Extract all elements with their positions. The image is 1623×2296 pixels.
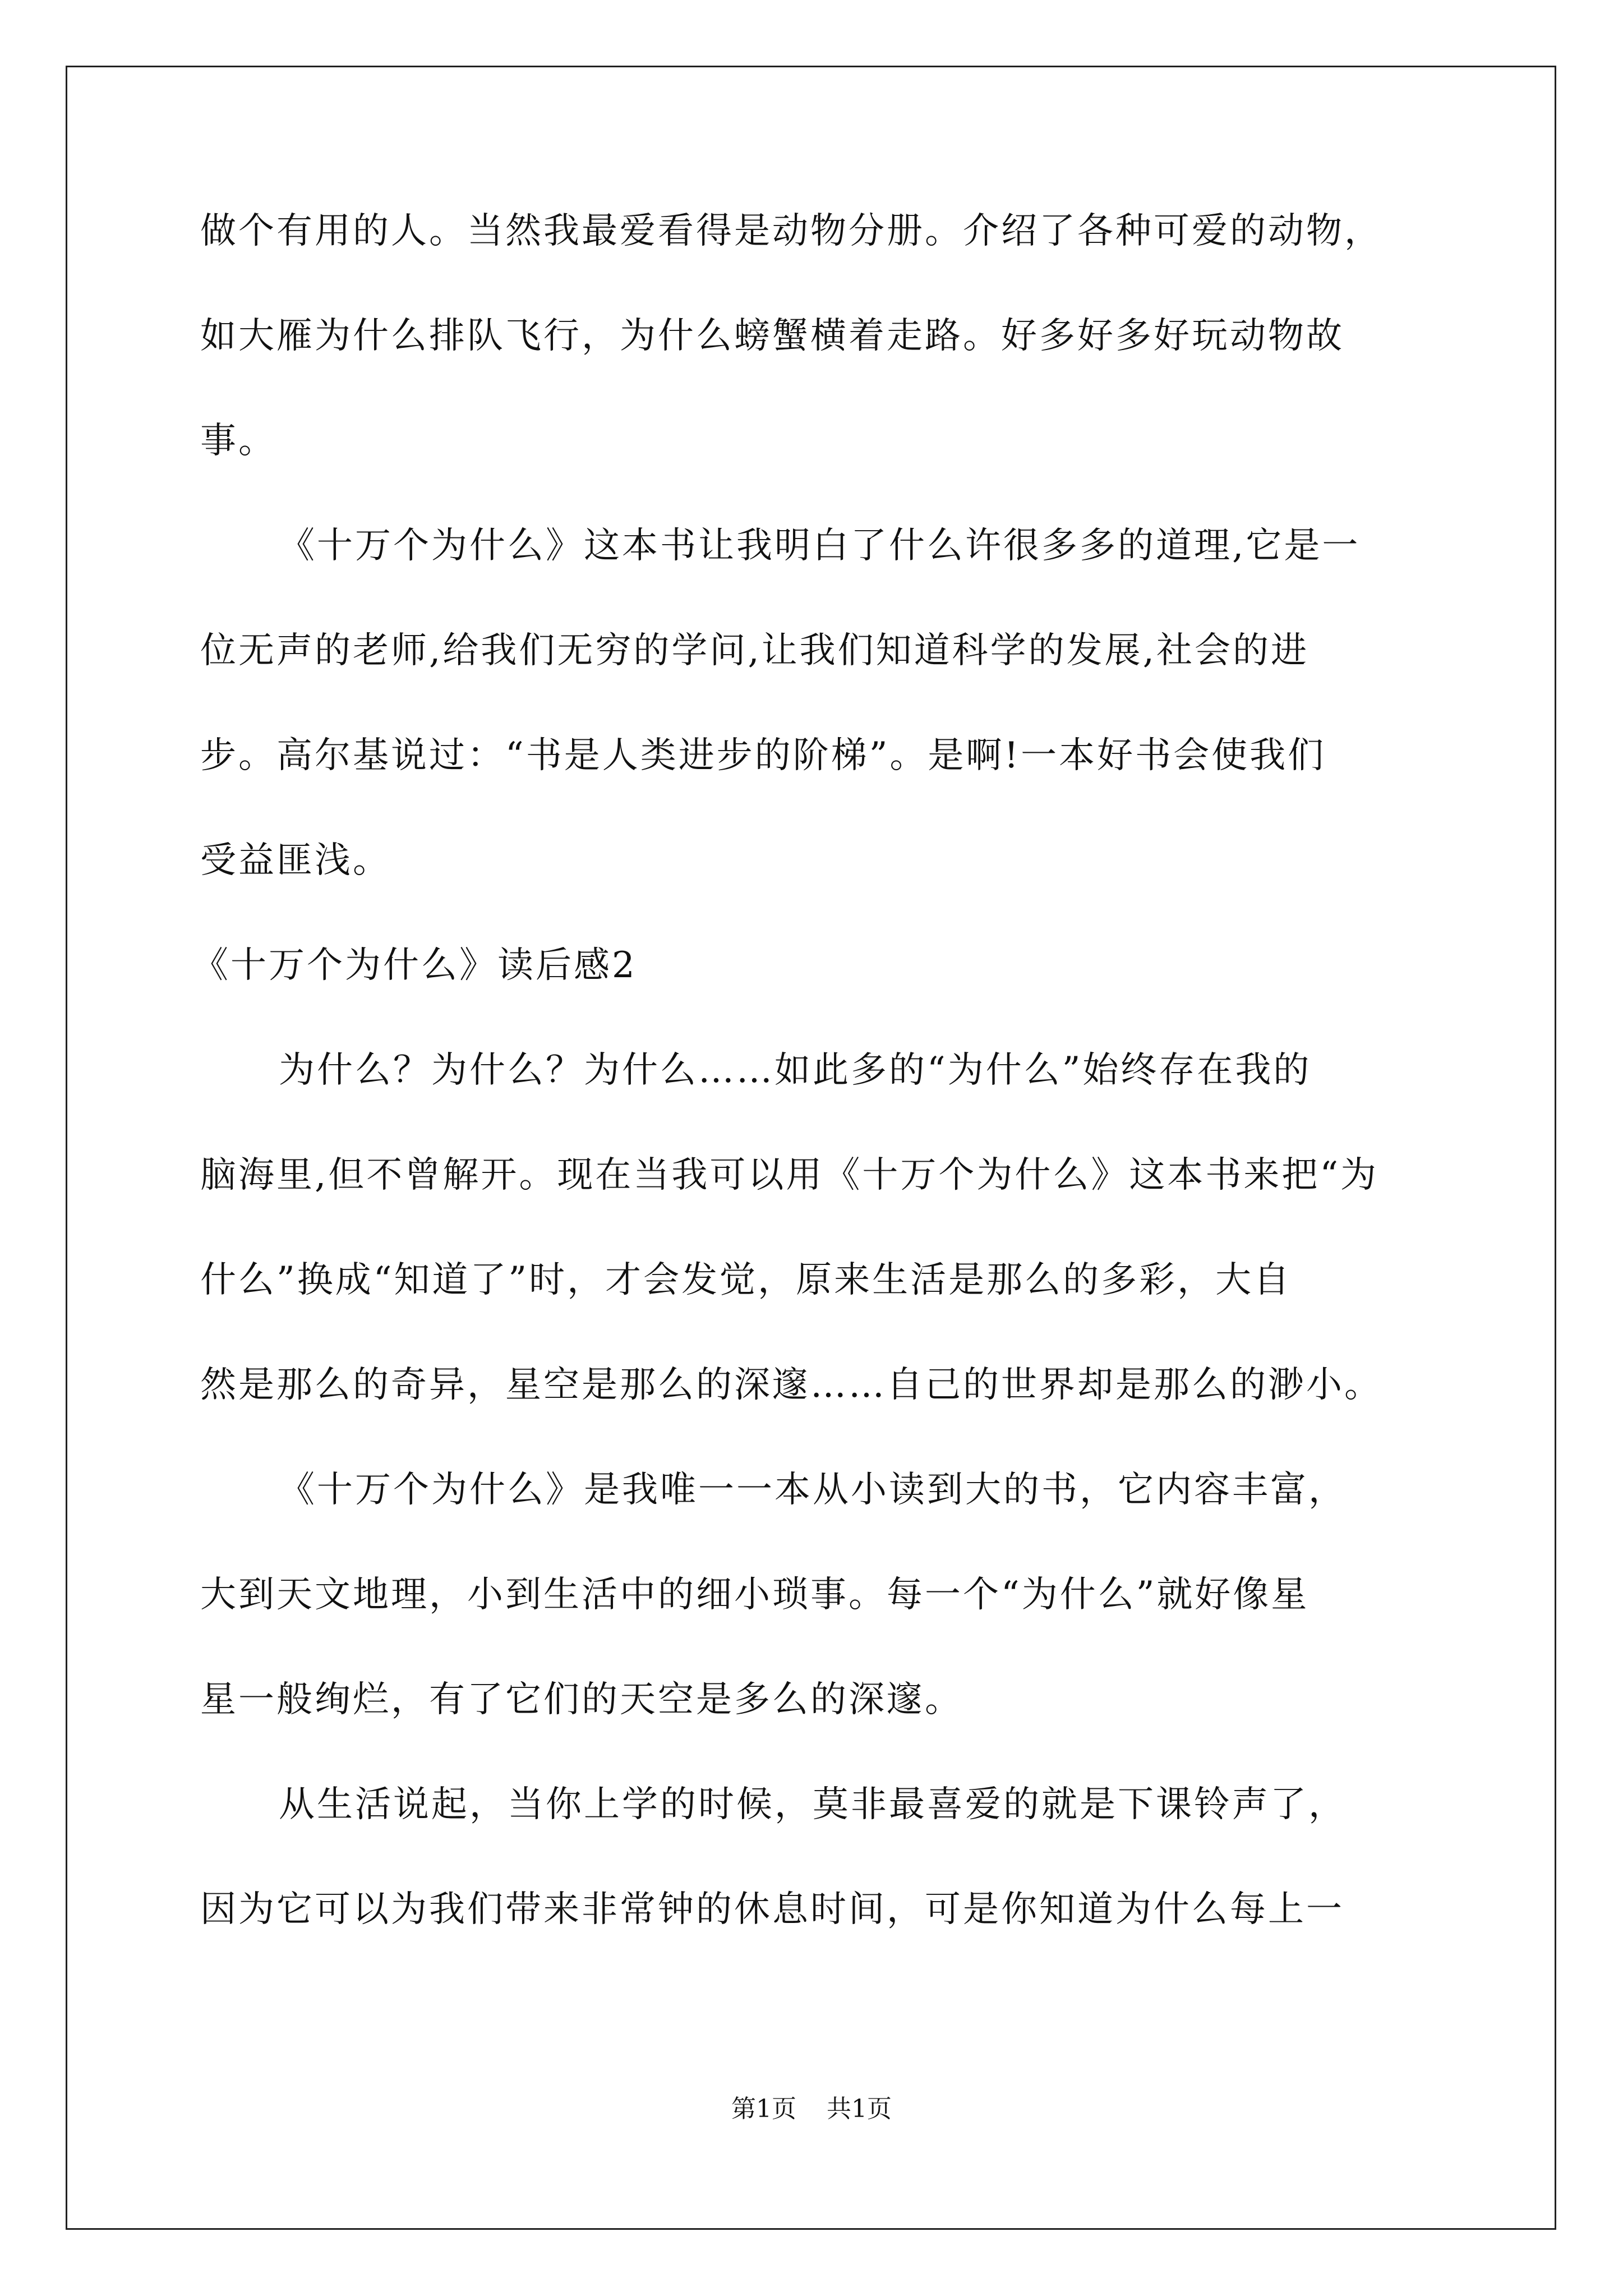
text-line: 因为它可以为我们带来非常钟的休息时间，可是你知道为什么每上一 xyxy=(200,1889,1344,1930)
text-line: 然是那么的奇异，星空是那么的深邃……自己的世界却是那么的渺小。 xyxy=(200,1364,1382,1406)
text-line: 事。 xyxy=(200,420,276,462)
section-heading: 《十万个为什么》读后感2 xyxy=(192,945,637,986)
page-number: 第1页 xyxy=(731,2095,796,2123)
text-line: 什么”换成“知道了”时，才会发觉，原来生活是那么的多彩，大自 xyxy=(200,1259,1292,1301)
text-line: 脑海里,但不曾解开。现在当我可以用《十万个为什么》这本书来把“为 xyxy=(200,1154,1379,1196)
text-line: 大到天文地理，小到生活中的细小琐事。每一个“为什么”就好像星 xyxy=(200,1574,1310,1616)
text-line: 位无声的老师,给我们无穷的学问,让我们知道科学的发展,社会的进 xyxy=(200,630,1310,671)
paragraph-start: 从生活说起，当你上学的时候，莫非最喜爱的就是下课铃声了， xyxy=(279,1784,1347,1825)
page-footer xyxy=(0,2092,1623,2126)
text-line: 步。高尔基说过：“书是人类进步的阶梯”。是啊!一本好书会使我们 xyxy=(200,735,1326,776)
text-line: 如大雁为什么排队飞行，为什么螃蟹横着走路。好多好多好玩动物故 xyxy=(200,315,1344,357)
paragraph-start: 《十万个为什么》这本书让我明白了什么许很多多的道理,它是一 xyxy=(279,525,1361,567)
paragraph-start: 为什么？为什么？为什么……如此多的“为什么”始终存在我的 xyxy=(279,1050,1312,1091)
text-line: 星一般绚烂，有了它们的天空是多么的深邃。 xyxy=(200,1679,963,1720)
total-pages: 共1页 xyxy=(827,2095,892,2123)
text-line: 受益匪浅。 xyxy=(200,840,391,881)
text-line: 做个有用的人。当然我最爱看得是动物分册。介绍了各种可爱的动物， xyxy=(200,210,1382,252)
paragraph-start: 《十万个为什么》是我唯一一本从小读到大的书，它内容丰富， xyxy=(279,1469,1347,1511)
